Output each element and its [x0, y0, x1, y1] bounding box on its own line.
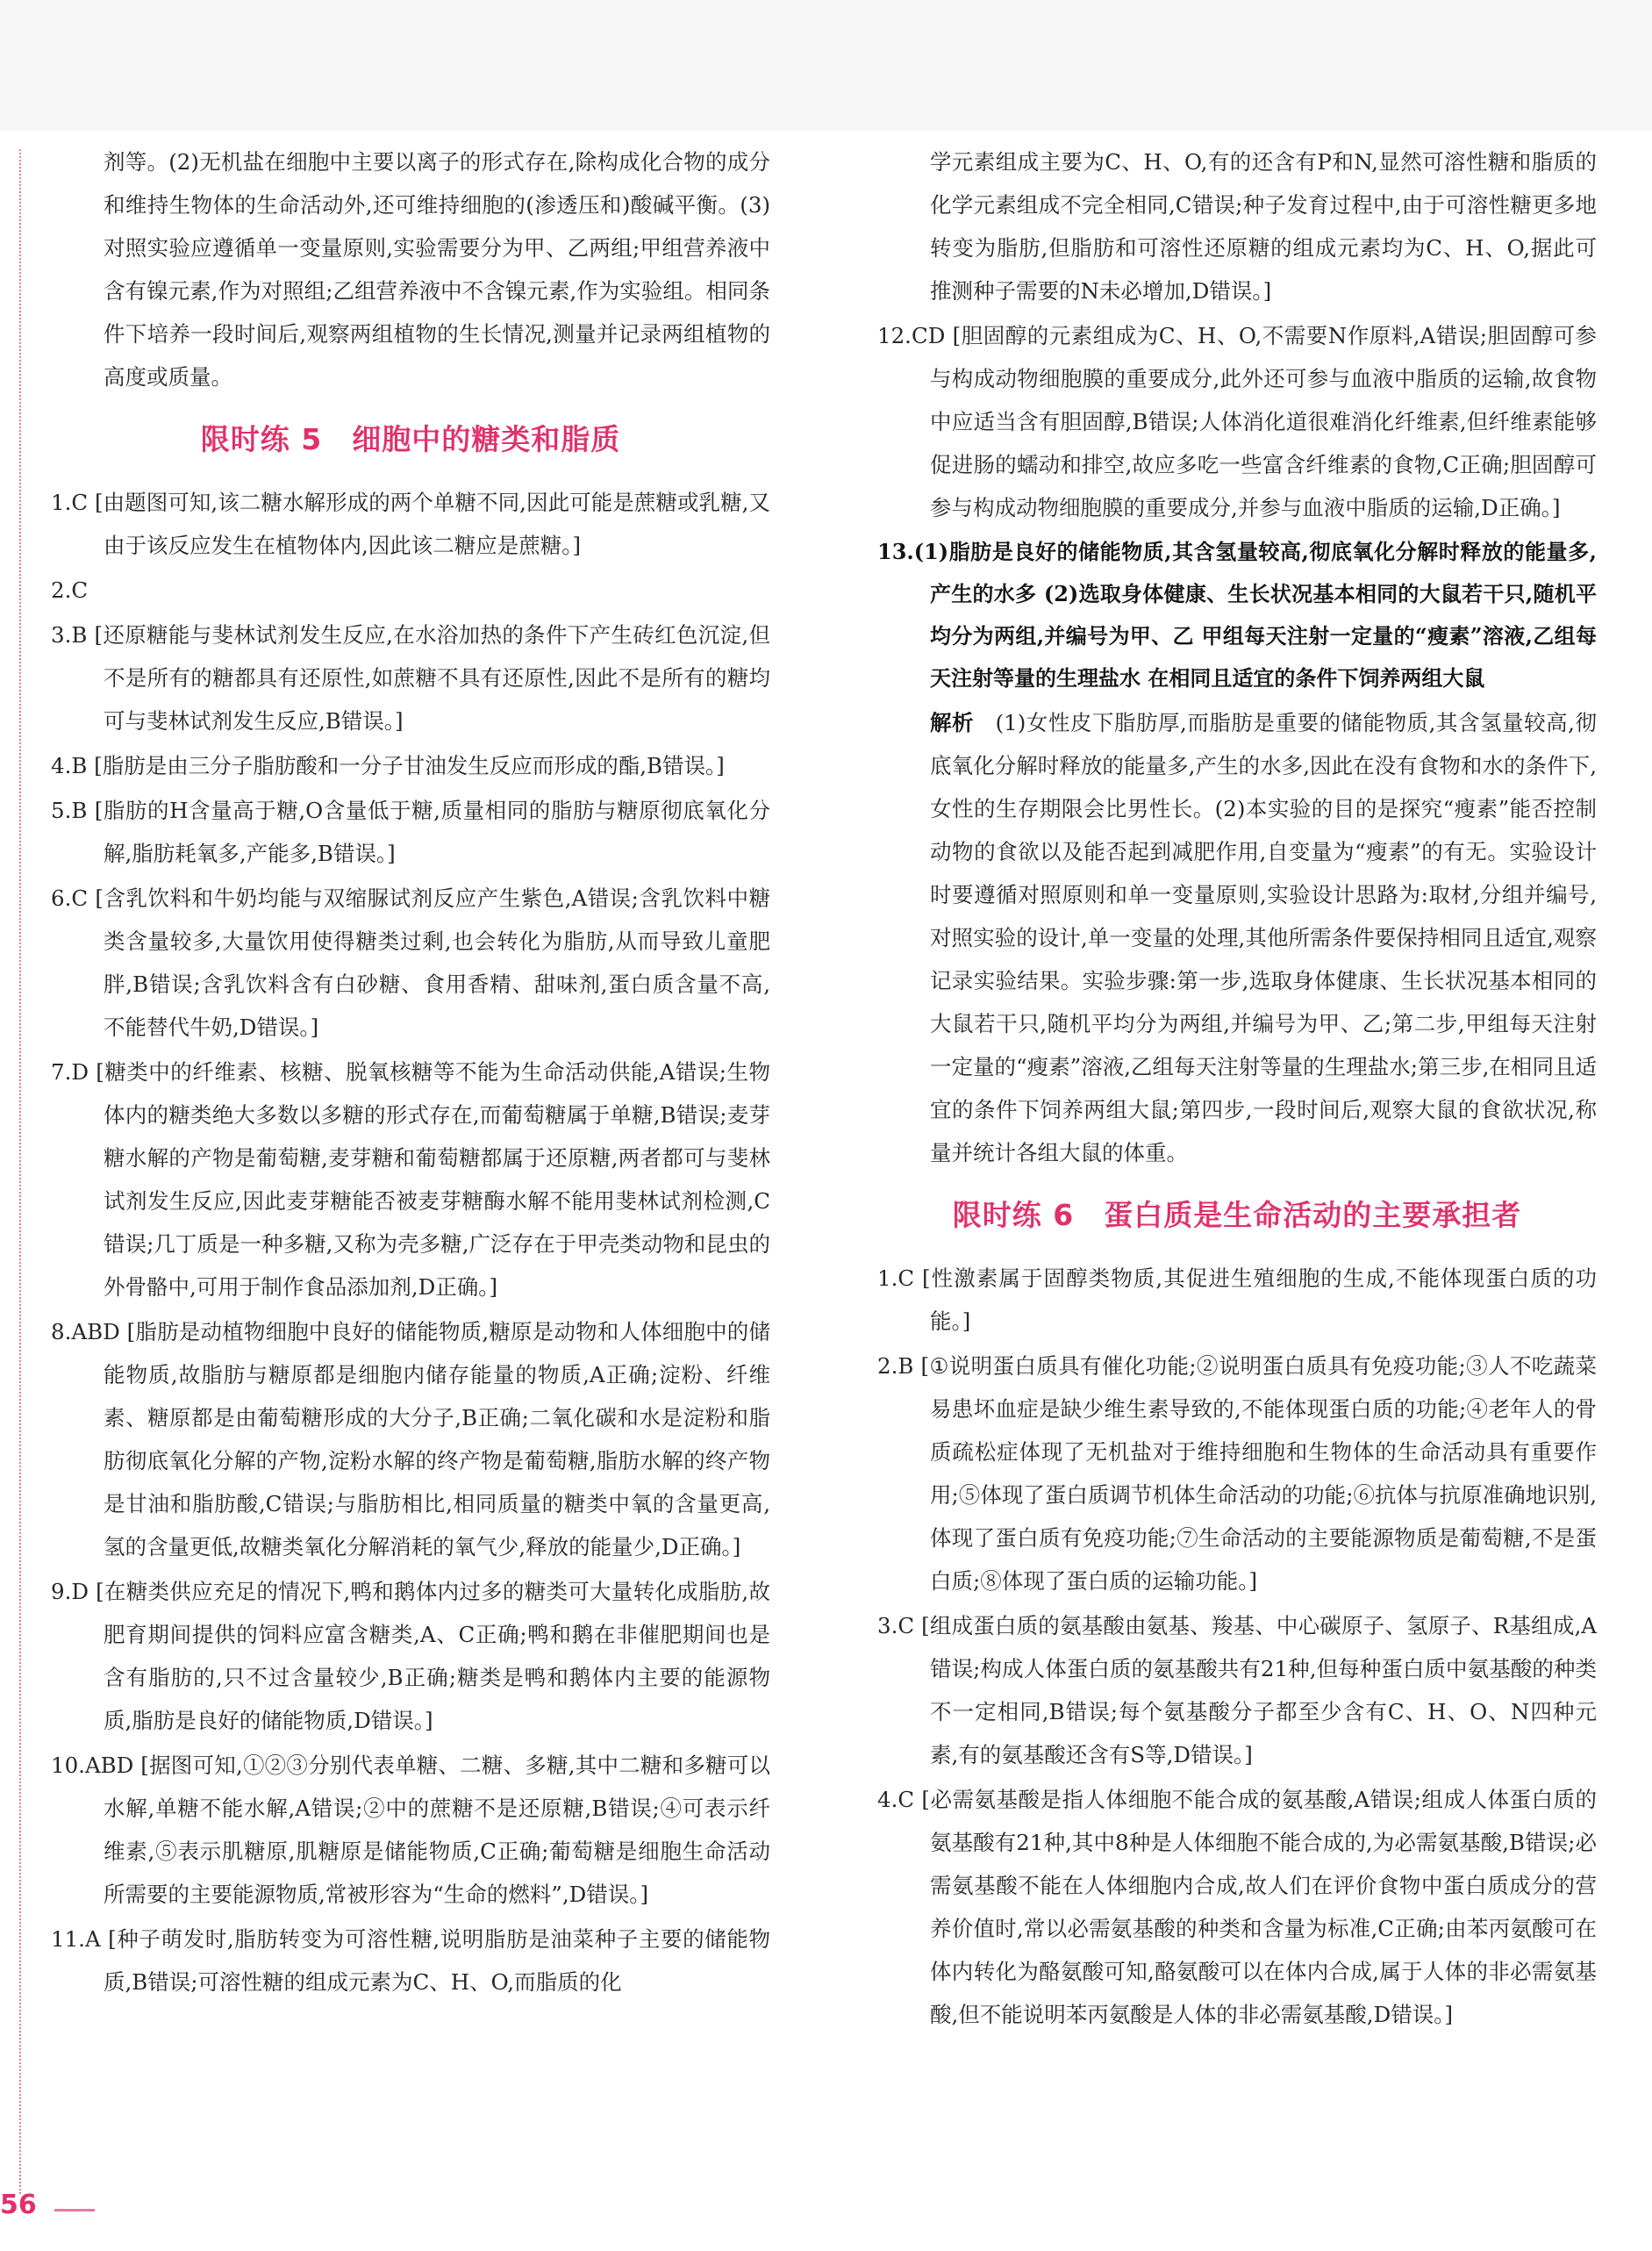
answer-item: 2.B [①说明蛋白质具有催化功能;②说明蛋白质具有免疫功能;③人不吃蔬菜易患坏血症是缺少维生素导致的,不能体现蛋白质的功能;④老年人的骨质疏松症体现了无机盐对于维持细胞和生物体的生命活动具有重要作用;⑤体现了蛋白质调节机体生命活动的功能;⑥抗体与抗原准确地识别,体现了蛋白质有免疫功能;⑦生命活动的主要能源物质是葡萄糖,不是蛋白质;⑧体现了蛋白质的运输功能。]	[877, 1353, 1597, 1594]
answer-item: 9.D [在糖类供应充足的情况下,鸭和鹅体内过多的糖类可大量转化成脂肪,故肥育期间提供的饲料应富含糖类,A、C正确;鸭和鹅在非催肥期间也是含有脂肪的,只不过含量较少,B正确;糖类是鸭和鹅体内主要的能源物质,脂肪是良好的储能物质,D错误。]	[51, 1579, 770, 1733]
right-column	[877, 140, 1597, 2038]
answer-item: 2.C	[51, 577, 89, 603]
analysis-paragraph	[877, 701, 1597, 1174]
page-footer	[0, 2190, 175, 2233]
continued-paragraph: 学元素组成主要为C、H、O,有的还含有P和N,显然可溶性糖和脂质的化学元素组成不完全相同,C错误;种子发育过程中,由于可溶性糖更多地转变为脂肪,但脂肪和可溶性还原糖的组成元素均为C、H、O,据此可推测种子需要的N未必增加,D错误。]	[930, 149, 1597, 304]
section-title	[51, 411, 770, 469]
answer-item: 4.C [必需氨基酸是指人体细胞不能合成的氨基酸,A错误;组成人体蛋白质的氨基酸有21种,其中8种是人体细胞不能合成的,为必需氨基酸,B错误;必需氨基酸不能在人体细胞内合成,故人们在评价食物中蛋白质成分的营养价值时,常以必需氨基酸的种类和含量为标准,C正确;由苯丙氨酸可在体内转化为酪氨酸可知,酪氨酸可以在体内合成,属于人体的非必需氨基酸,但不能说明苯丙氨酸是人体的非必需氨基酸,D错误。]	[877, 1787, 1597, 2027]
answer-item: 6.C [含乳饮料和牛奶均能与双缩脲试剂反应产生紫色,A错误;含乳饮料中糖类含量较多,大量饮用使得糖类过剩,也会转化为脂肪,从而导致儿童肥胖,B错误;含乳饮料含有白砂糖、食用香精、甜味剂,蛋白质含量不高,不能替代牛奶,D错误。]	[51, 885, 770, 1040]
answer-item: 10.ABD [据图可知,①②③分别代表单糖、二糖、多糖,其中二糖和多糖可以水解,单糖不能水解,A错误;②中的蔗糖不是还原糖,B错误;④可表示纤维素,⑤表示肌糖原,肌糖原是储能物质,C正确;葡萄糖是细胞生命活动所需要的主要能源物质,常被形容为“生命的燃料”,D错误。]	[51, 1753, 770, 1907]
analysis-text: (1)女性皮下脂肪厚,而脂肪是重要的储能物质,其含氢量较高,彻底氧化分解时释放的能量多,产生的水多,因此在没有食物和水的条件下,女性的生存期限会比男性长。(2)本实验的目的是探究“瘦素”能否控制动物的食欲以及能否起到减肥作用,自变量为“瘦素”的有无。实验设计时要遵循对照原则和单一变量原则,实验设计思路为:取材,分组并编号,对照实验的设计,单一变量的处理,其他所需条件要保持相同且适宜,观察记录实验结果。实验步骤:第一步,选取身体健康、生长状况基本相同的大鼠若干只,随机平均分为两组,并编号为甲、乙;第二步,甲组每天注射一定量的“瘦素”溶液,乙组每天注射等量的生理盐水;第三步,在相同且适宜的条件下饲养两组大鼠;第四步,一段时间后,观察大鼠的食欲状况,称量并统计各组大鼠的体重。	[930, 710, 1597, 1165]
section-label: 限时练 5	[200, 422, 323, 456]
margin-dotted-line	[19, 149, 21, 2194]
answer-item: 1.C [由题图可知,该二糖水解形成的两个单糖不同,因此可能是蔗糖或乳糖,又由于该反应发生在植物体内,因此该二糖应是蔗糖。]	[51, 490, 770, 558]
page-number-dash	[54, 2209, 95, 2212]
answer-item: 13.(1)脂肪是良好的储能物质,其含氢量较高,彻底氧化分解时释放的能量多,产生的水多 (2)选取身体健康、生长状况基本相同的大鼠若干只,随机平均分为两组,并编号为甲、乙 甲组每天注射一定量的“瘦素”溶液,乙组每天注射等量的生理盐水 在相同且适宜的条件下饲养两组大鼠	[877, 539, 1597, 691]
answer-item: 5.B [脂肪的H含量高于糖,O含量低于糖,质量相同的脂肪与糖原彻底氧化分解,脂肪耗氧多,产能多,B错误。]	[51, 798, 770, 866]
section-title	[877, 1186, 1597, 1244]
section-name: 细胞中的糖类和脂质	[352, 422, 621, 456]
answer-item: 1.C [性激素属于固醇类物质,其促进生殖细胞的生成,不能体现蛋白质的功能。]	[877, 1265, 1597, 1334]
analysis-label: 解析	[930, 710, 975, 735]
page-number: 56	[0, 2190, 37, 2220]
answer-item: 4.B [脂肪是由三分子脂肪酸和一分子甘油发生反应而形成的酯,B错误。]	[51, 753, 725, 778]
continued-paragraph: 剂等。(2)无机盐在细胞中主要以离子的形式存在,除构成化合物的成分和维持生物体的生命活动外,还可维持细胞的(渗透压和)酸碱平衡。(3)对照实验应遵循单一变量原则,实验需要分为甲、乙两组;甲组营养液中含有镍元素,作为对照组;乙组营养液中不含镍元素,作为实验组。相同条件下培养一段时间后,观察两组植物的生长情况,测量并记录两组植物的高度或质量。	[104, 149, 770, 390]
answer-item: 11.A [种子萌发时,脂肪转变为可溶性糖,说明脂肪是油菜种子主要的储能物质,B错误;可溶性糖的组成元素为C、H、O,而脂质的化	[51, 1926, 770, 1995]
section-label: 限时练 6	[952, 1198, 1075, 1232]
answer-item: 7.D [糖类中的纤维素、核糖、脱氧核糖等不能为生命活动供能,A错误;生物体内的糖类绝大多数以多糖的形式存在,而葡萄糖属于单糖,B错误;麦芽糖水解的产物是葡萄糖,麦芽糖和葡萄糖都属于还原糖,两者都可与斐林试剂发生反应,因此麦芽糖能否被麦芽糖酶水解不能用斐林试剂检测,C错误;几丁质是一种多糖,又称为壳多糖,广泛存在于甲壳类动物和昆虫的外骨骼中,可用于制作食品添加剂,D正确。]	[51, 1059, 770, 1300]
answer-item: 8.ABD [脂肪是动植物细胞中良好的储能物质,糖原是动物和人体细胞中的储能物质,故脂肪与糖原都是细胞内储存能量的物质,A正确;淀粉、纤维素、糖原都是由葡萄糖形成的大分子,B正确;二氧化碳和水是淀粉和脂肪彻底氧化分解的产物,淀粉水解的终产物是葡萄糖,脂肪水解的终产物是甘油和脂肪酸,C错误;与脂肪相比,相同质量的糖类中氧的含量更高,氢的含量更低,故糖类氧化分解消耗的氧气少,释放的能量少,D正确。]	[51, 1319, 770, 1559]
answer-item: 3.C [组成蛋白质的氨基酸由氨基、羧基、中心碳原子、氢原子、R基组成,A错误;构成人体蛋白质的氨基酸共有21种,但每种蛋白质中氨基酸的种类不一定相同,B错误;每个氨基酸分子都至少含有C、H、O、N四种元素,有的氨基酸还含有S等,D错误。]	[877, 1613, 1597, 1767]
answer-item: 3.B [还原糖能与斐林试剂发生反应,在水浴加热的条件下产生砖红色沉淀,但不是所有的糖都具有还原性,如蔗糖不具有还原性,因此不是所有的糖均可与斐林试剂发生反应,B错误。]	[51, 622, 770, 734]
scan-top-band	[0, 0, 1652, 132]
answer-item: 12.CD [胆固醇的元素组成为C、H、O,不需要N作原料,A错误;胆固醇可参与构成动物细胞膜的重要成分,此外还可参与血液中脂质的运输,故食物中应适当含有胆固醇,B错误;人体消化道很难消化纤维素,但纤维素能够促进肠的蠕动和排空,故应多吃一些富含纤维素的食物,C正确;胆固醇可参与构成动物细胞膜的重要成分,并参与血液中脂质的运输,D正确。]	[877, 323, 1597, 520]
section-name: 蛋白质是生命活动的主要承担者	[1104, 1198, 1522, 1232]
left-column	[51, 140, 770, 2005]
